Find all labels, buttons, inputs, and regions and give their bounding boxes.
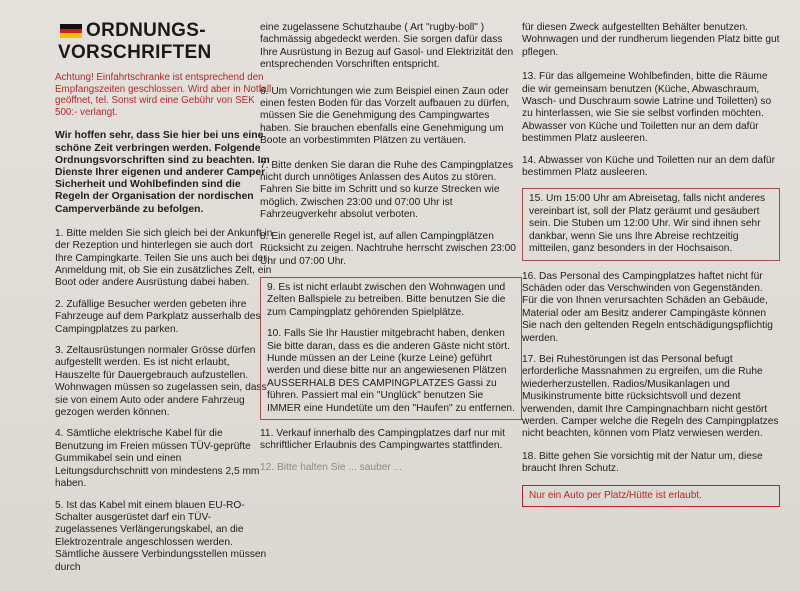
title-line-2: VORSCHRIFTEN — [58, 42, 212, 63]
highlight-box-rule-15 — [522, 188, 780, 260]
rule-12-continued: für diesen Zweck aufgestellten Behälter benutzen. Wohnwagen und der rundherum liegenden Platz bitte gut pflegen. — [522, 22, 780, 58]
rule-16: 16. Das Personal des Campingplatzes haftet nicht für Schäden oder das Verschwinden von Gegenständen. Für die von Ihnen verursachten Schäden an Gebäude, Material oder am Besitz anderer Campingäste können Sie nach den geltenden Regeln entschädigungspflichtig werden. — [522, 270, 773, 344]
rule-3: 3. Zeltausrüstungen normaler Grösse dürfen aufgestellt werden. Es ist nicht erlaubt, Hauszelte für Dauergebrauch aufzustellen. Wohnwagen müssen so zugelassen sein, dass sie von einem Auto oder andere Fahrzeug gezogen werden können. — [55, 345, 267, 419]
rule-1: 1. Bitte melden Sie sich gleich bei der Ankunft in der Rezeption und hinterlegen sie auch dort Ihre Campingkarte. Teilen Sie uns auch bei der Anmeldung mit, ob Sie ein zusätzliches Zelt, ein Boot oder andere Ausrüstung dabei haben. — [55, 227, 273, 289]
rule-18: 18. Bitte gehen Sie vorsichtig mit der Natur um, diese braucht Ihren Schutz. — [522, 450, 763, 475]
rule-9: 9. Es ist nicht erlaubt zwischen den Wohnwagen und Zelten Ballspiele zu betreiben. Bitte benutzen Sie die zum Campingplatz gehörenden Spielplätze. — [267, 281, 506, 318]
warning-text: Achtung! Einfahrtschranke ist entsprechend den Empfangszeiten geschlossen. Wird aber in Notfall geöffnet, tel. Sonst wird eine Gebühr von SEK 500:- verlangt. — [55, 72, 272, 118]
rule-14: 14. Abwasser von Küche und Toiletten nur an dem dafür bestimmen Platz ausleeren. — [522, 154, 775, 179]
intro-text: Wir hoffen sehr, dass Sie hier bei uns eine schöne Zeit verbringen werden. Folgende Ordnungsvorschriften sind zu beachten. Im Dienste Ihrer eigenen und anderer Camper Sicherheit und Wohlbefinden sind die Regeln der Organisation der nordischen Camperverbände zu befolgen. — [55, 130, 270, 215]
title-line-1: ORDNUNGS- — [86, 20, 206, 41]
german-flag-icon — [60, 24, 82, 38]
rule-8: 8. Ein generelle Regel ist, auf allen Campingplätzen Rücksicht zu zeigen. Nachtruhe herrscht zwischen 23:00 Uhr und 07:00 Uhr. — [260, 230, 516, 267]
rule-4: 4. Sämtliche elektrische Kabel für die Benutzung im Freien müssen TÜV-geprüfte Gummikabel sein und einen Leitungsdurchschnitt von mindestens 2,5 mm haben. — [55, 428, 260, 490]
page-title — [58, 20, 278, 64]
title-block — [58, 20, 278, 64]
column-1 — [55, 72, 273, 583]
rule-10: 10. Falls Sie Ihr Haustier mitgebracht haben, denken Sie bitte daran, dass es die anderen Gäste nicht stört. Hunde müssen an der Leine (kurze Leine) geführt werden und diese bitte nur an angewiesenen Plätzen AUSSERHALB DES CAMPINGPLATZES Gassi zu führen. Passiert mal ein "Unglück" benutzen Sie IMMER eine Hundetüte um den "Haufen" zu entfernen. — [267, 328, 515, 414]
rule-12: 12. Bitte halten Sie ... sauber ... — [260, 461, 403, 473]
rule-7: 7. Bitte denken Sie daran die Ruhe des Campingplatzes nicht durch unnötiges Anlassen des Autos zu stören. Fahren Sie bitte im Schritt und so kurze Strecken wie möglich. Zwischen 23:00 und 07:00 Uhr ist Fahrzeugverkehr absolut verboten. — [260, 159, 514, 221]
rule-17: 17. Bei Ruhestörungen ist das Personal befugt erforderliche Massnahmen zu ergreifen, um die Ruhe wiederherzustellen. Radios/Musikanlagen und Musikinstrumente bitte rücksichtsvoll und dezent verwenden, damit Ihre Campingnachbarn nicht gestört werden. Camper welche die Regeln des Campingplatzes nicht beachten, können vom Platz verwiesen werden. — [522, 353, 779, 440]
rule-13: 13. Für das allgemeine Wohlbefinden, bitte die Räume die wir gemeinsam benutzen (Küche, Abwaschraum, Wasch- und Duschraum sowie Latrine und Toiletten) so zu hinterlassen, wie Sie sie selbst vorfinden möchten. Abwasser von Küche und Toiletten nur an dem dafür bestimmen Platz ausleeren. — [522, 71, 772, 145]
rule-5-continued: eine zugelassene Schutzhaube ( Art "rugby-boll" ) fachmässig abgedeckt werden. Sie sorgen dafür dass Ihre Ausrüstung in Bezug auf Gasol- und Elektrizität den entsprechenden Vorschriften entspricht. — [260, 22, 514, 71]
highlight-box-rules-9-10 — [260, 277, 522, 420]
flag-stripe-gold — [60, 33, 82, 38]
rule-5: 5. Ist das Kabel mit einem blauen EU-RO-Schalter ausgerüstet darf ein TÜV-zugelassenes Verlängerungskabel, an die Elektrozentrale angeschlossen werden. Sämtliche äussere Verbindungsstellen müssen durch — [55, 499, 267, 573]
rule-6: 6. Um Vorrichtungen wie zum Beispiel einen Zaun oder einen festen Boden für das Vorzelt aufbauen zu dürfen, müssen Sie die Genehmigung des Campingwartes haben. Sie brauchen ebenfalls eine Genehmigung um Boote an vorbestimmten Plätzen zu vertäuen. — [260, 85, 510, 147]
notice-text: Nur ein Auto per Platz/Hütte ist erlaubt. — [529, 489, 702, 501]
rule-2: 2. Zufällige Besucher werden gebeten ihre Fahrzeuge auf dem Parkplatz ausserhalb des Campingplatzes zu parken. — [55, 298, 261, 335]
notice-box — [522, 485, 780, 507]
column-3 — [522, 22, 780, 507]
rule-15: 15. Um 15:00 Uhr am Abreisetag, falls nicht anderes vereinbart ist, soll der Platz geräumt und gesäubert sein. Die Stuben um 12:00 Uhr. Wir sind ihnen sehr dankbar, wenn Sie uns Ihre Abreise rechtzeitig mitteilen, ganz besonders in der Hochsaison. — [529, 193, 766, 255]
column-2 — [260, 22, 522, 483]
rule-11: 11. Verkauf innerhalb des Campingplatzes darf nur mit schriftlicher Erlaubnis des Campingwartes stattfinden. — [260, 427, 506, 452]
